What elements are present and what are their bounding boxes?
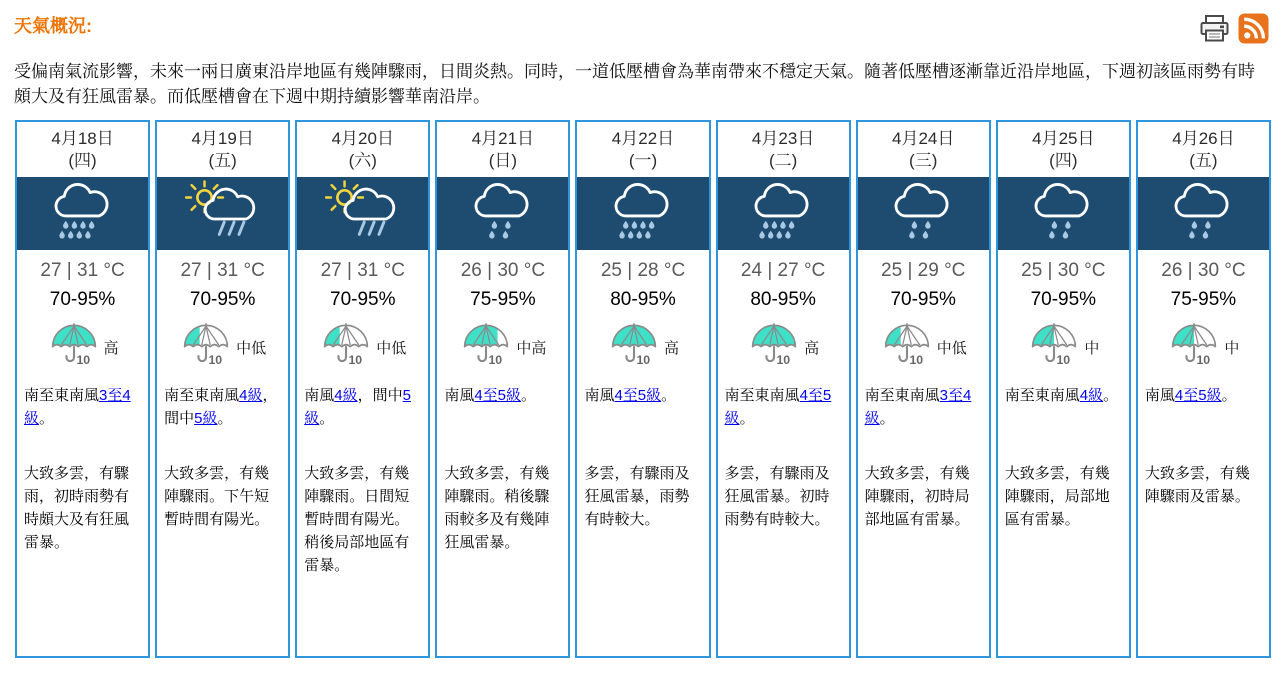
- psr-row: [1138, 320, 1269, 374]
- forecast-card: [575, 120, 710, 658]
- humidity-range: 80-95%: [750, 289, 816, 310]
- wind-forecast: [577, 374, 708, 456]
- forecast-card: [435, 120, 570, 658]
- humidity-range: 70-95%: [189, 289, 256, 310]
- forecast-date: 4月23日 (二): [751, 129, 815, 170]
- psr-row: [718, 320, 849, 374]
- humidity-range: 70-95%: [330, 289, 396, 310]
- temperature-range: 26 | 30 °C: [460, 260, 546, 281]
- wind-text: 南至東南風: [24, 387, 100, 404]
- wind-forecast: [858, 374, 989, 456]
- psr-row: [858, 320, 989, 374]
- wind-text: ，間中: [164, 387, 278, 427]
- weather-description: 大致多雲，有幾陣驟雨，初時局部地區有雷暴。: [864, 465, 970, 528]
- wind-text: 。: [879, 410, 895, 427]
- forecast-card: [295, 120, 430, 658]
- psr-level-label: 高: [103, 339, 119, 357]
- wind-text: 南風: [304, 387, 335, 404]
- rain-light-icon: [881, 179, 965, 248]
- wind-speed-link[interactable]: 4至5級: [614, 387, 662, 404]
- wind-forecast: [437, 374, 568, 456]
- wind-text: ，間中: [357, 387, 403, 404]
- weather-description: 大致多雲，有幾陣驟雨及雷暴。: [1144, 465, 1250, 505]
- weather-description: 大致多雲，有幾陣驟雨。下午短暫時間有陽光。: [164, 465, 270, 528]
- weather-description: 多雲，有驟雨及狂風雷暴，雨勢有時較大。: [584, 465, 690, 528]
- wind-speed-link[interactable]: 3至4級: [864, 387, 972, 427]
- weather-icon-band: [17, 177, 148, 250]
- psr-level-label: 高: [663, 339, 679, 357]
- forecast-card: [996, 120, 1131, 658]
- forecast-date: 4月25日 (四): [1032, 129, 1095, 170]
- humidity-range: 70-95%: [890, 289, 956, 310]
- wind-forecast: [17, 374, 148, 456]
- wind-text: 南至東南風: [1004, 387, 1080, 404]
- psr-umbrella-icon: [459, 322, 513, 373]
- humidity-range: 80-95%: [610, 289, 676, 310]
- sun-shower-icon: [181, 179, 265, 248]
- psr-level-label: 高: [804, 339, 820, 357]
- weather-icon-band: [577, 177, 708, 250]
- temperature-range: 27 | 31 °C: [320, 260, 405, 281]
- svg-text:10: 10: [636, 352, 651, 367]
- psr-umbrella-icon: [880, 322, 934, 373]
- temperature-range: 25 | 28 °C: [600, 260, 686, 281]
- psr-level-label: 中低: [936, 339, 967, 357]
- temperature-range: 25 | 29 °C: [881, 260, 966, 281]
- sun-shower-icon: [321, 179, 405, 248]
- psr-row: [297, 320, 428, 374]
- forecast-date: 4月24日 (三): [892, 129, 955, 170]
- wind-text: 南至東南風: [164, 387, 240, 404]
- rain-light-icon: [1161, 179, 1245, 248]
- weather-icon-band: [297, 177, 428, 250]
- wind-forecast: [297, 374, 428, 456]
- humidity-range: 70-95%: [1030, 289, 1097, 310]
- wind-forecast: [718, 374, 849, 456]
- temperature-range: 26 | 30 °C: [1161, 260, 1246, 281]
- wind-forecast: [157, 374, 288, 456]
- humidity-range: 75-95%: [1170, 289, 1237, 310]
- wind-speed-link[interactable]: 4至5級: [1174, 387, 1222, 404]
- psr-level-label: 中: [1224, 339, 1240, 357]
- forecast-card: [856, 120, 991, 658]
- temperature-range: 27 | 31 °C: [180, 260, 265, 281]
- wind-speed-link[interactable]: 5級: [304, 387, 411, 427]
- psr-row: [17, 320, 148, 374]
- weather-icon-band: [718, 177, 849, 250]
- weather-icon-band: [157, 177, 288, 250]
- svg-text:10: 10: [348, 352, 363, 367]
- psr-umbrella-icon: [747, 322, 801, 373]
- wind-text: 南至東南風: [864, 387, 940, 404]
- weather-description: 多雲，有驟雨及狂風雷暴。初時雨勢有時較大。: [724, 465, 830, 528]
- wind-text: 南至東南風: [724, 387, 800, 404]
- wind-speed-link[interactable]: 4級: [239, 387, 263, 404]
- weather-summary-text: 受偏南氣流影響，未來一兩日廣東沿岸地區有幾陣驟雨，日間炎熱。同時，一道低壓槽會為華南帶來不穩定天氣。隨著低壓槽逐漸靠近沿岸地區，下週初該區雨勢有時頗大及有狂風雷暴。而低壓槽會在下週中期持續影響華南沿岸。: [14, 62, 1255, 106]
- forecast-date: 4月18日 (四): [51, 129, 114, 170]
- humidity-range: 70-95%: [49, 289, 116, 310]
- weather-icon-band: [998, 177, 1129, 250]
- print-icon[interactable]: [1198, 12, 1231, 50]
- weather-description: 大致多雲，有幾陣驟雨，局部地區有雷暴。: [1004, 465, 1110, 528]
- forecast-date: 4月26日 (五): [1172, 129, 1235, 170]
- svg-text:10: 10: [488, 352, 503, 367]
- forecast-card: [15, 120, 150, 658]
- weather-description: 大致多雲，有幾陣驟雨。日間短暫時間有陽光。稍後局部地區有雷暴。: [304, 465, 410, 574]
- psr-level-label: 中高: [516, 339, 547, 357]
- forecast-cards: [0, 120, 1283, 658]
- psr-row: [437, 320, 568, 374]
- weather-icon-band: [437, 177, 568, 250]
- wind-text: 。: [661, 387, 677, 404]
- psr-umbrella-icon: [1027, 322, 1081, 373]
- forecast-date: 4月22日 (一): [611, 129, 675, 170]
- svg-text:10: 10: [208, 352, 223, 367]
- weather-icon-band: [1138, 177, 1269, 250]
- svg-text:10: 10: [76, 352, 90, 367]
- forecast-card: [155, 120, 290, 658]
- wind-text: 。: [217, 410, 233, 427]
- wind-forecast: [1138, 374, 1269, 456]
- rain-heavy-icon: [41, 179, 125, 248]
- wind-text: 。: [521, 387, 537, 404]
- top-bar: [0, 0, 1283, 50]
- wind-text: 南風: [444, 387, 475, 404]
- wind-speed-link[interactable]: 4級: [1079, 387, 1104, 404]
- wind-text: 。: [319, 410, 335, 427]
- psr-umbrella-icon: [179, 322, 233, 373]
- psr-level-label: 中低: [376, 339, 407, 357]
- psr-row: [577, 320, 708, 374]
- wind-speed-link[interactable]: 5級: [194, 410, 218, 427]
- forecast-date: 4月20日 (六): [331, 129, 394, 170]
- toolbar: [1198, 12, 1269, 50]
- wind-text: 。: [39, 410, 55, 427]
- forecast-card: [1136, 120, 1271, 658]
- psr-row: [157, 320, 288, 374]
- forecast-card: [716, 120, 851, 658]
- svg-text:10: 10: [1196, 352, 1211, 367]
- temperature-range: 25 | 30 °C: [1021, 260, 1106, 281]
- rss-icon[interactable]: [1238, 13, 1269, 49]
- psr-umbrella-icon: [319, 322, 373, 373]
- forecast-date: 4月19日 (五): [191, 129, 254, 170]
- wind-text: 。: [1221, 387, 1237, 404]
- wind-speed-link[interactable]: 4級: [334, 387, 358, 404]
- svg-text:10: 10: [1056, 352, 1071, 367]
- temperature-range: 27 | 31 °C: [40, 260, 125, 281]
- wind-speed-link[interactable]: 4至5級: [724, 387, 832, 427]
- psr-umbrella-icon: [607, 322, 661, 373]
- weather-description: 大致多雲，有幾陣驟雨。稍後驟雨較多及有幾陣狂風雷暴。: [444, 465, 550, 551]
- wind-speed-link[interactable]: 4至5級: [474, 387, 522, 404]
- weather-description: 大致多雲，有驟雨，初時雨勢有時頗大及有狂風雷暴。: [24, 465, 130, 551]
- psr-level-label: 中: [1084, 339, 1100, 357]
- svg-text:10: 10: [909, 352, 923, 367]
- psr-level-label: 中低: [236, 339, 267, 357]
- humidity-range: 75-95%: [470, 289, 536, 310]
- page-title: 天氣概況:: [14, 16, 92, 36]
- wind-forecast: [998, 374, 1129, 456]
- wind-text: 。: [739, 410, 755, 427]
- forecast-date: 4月21日 (日): [471, 129, 535, 170]
- rain-light-icon: [461, 179, 545, 248]
- temperature-range: 24 | 27 °C: [740, 260, 826, 281]
- psr-row: [998, 320, 1129, 374]
- wind-speed-link[interactable]: 3至4級: [24, 387, 131, 427]
- psr-umbrella-icon: [1167, 322, 1221, 373]
- rain-heavy-icon: [741, 179, 825, 248]
- wind-text: 南風: [1144, 387, 1175, 404]
- rain-heavy-icon: [601, 179, 685, 248]
- psr-umbrella-icon: [47, 322, 101, 373]
- svg-text:10: 10: [776, 352, 791, 367]
- wind-text: 南風: [584, 387, 615, 404]
- wind-text: 。: [1103, 387, 1119, 404]
- rain-light-icon: [1021, 179, 1105, 248]
- weather-icon-band: [858, 177, 989, 250]
